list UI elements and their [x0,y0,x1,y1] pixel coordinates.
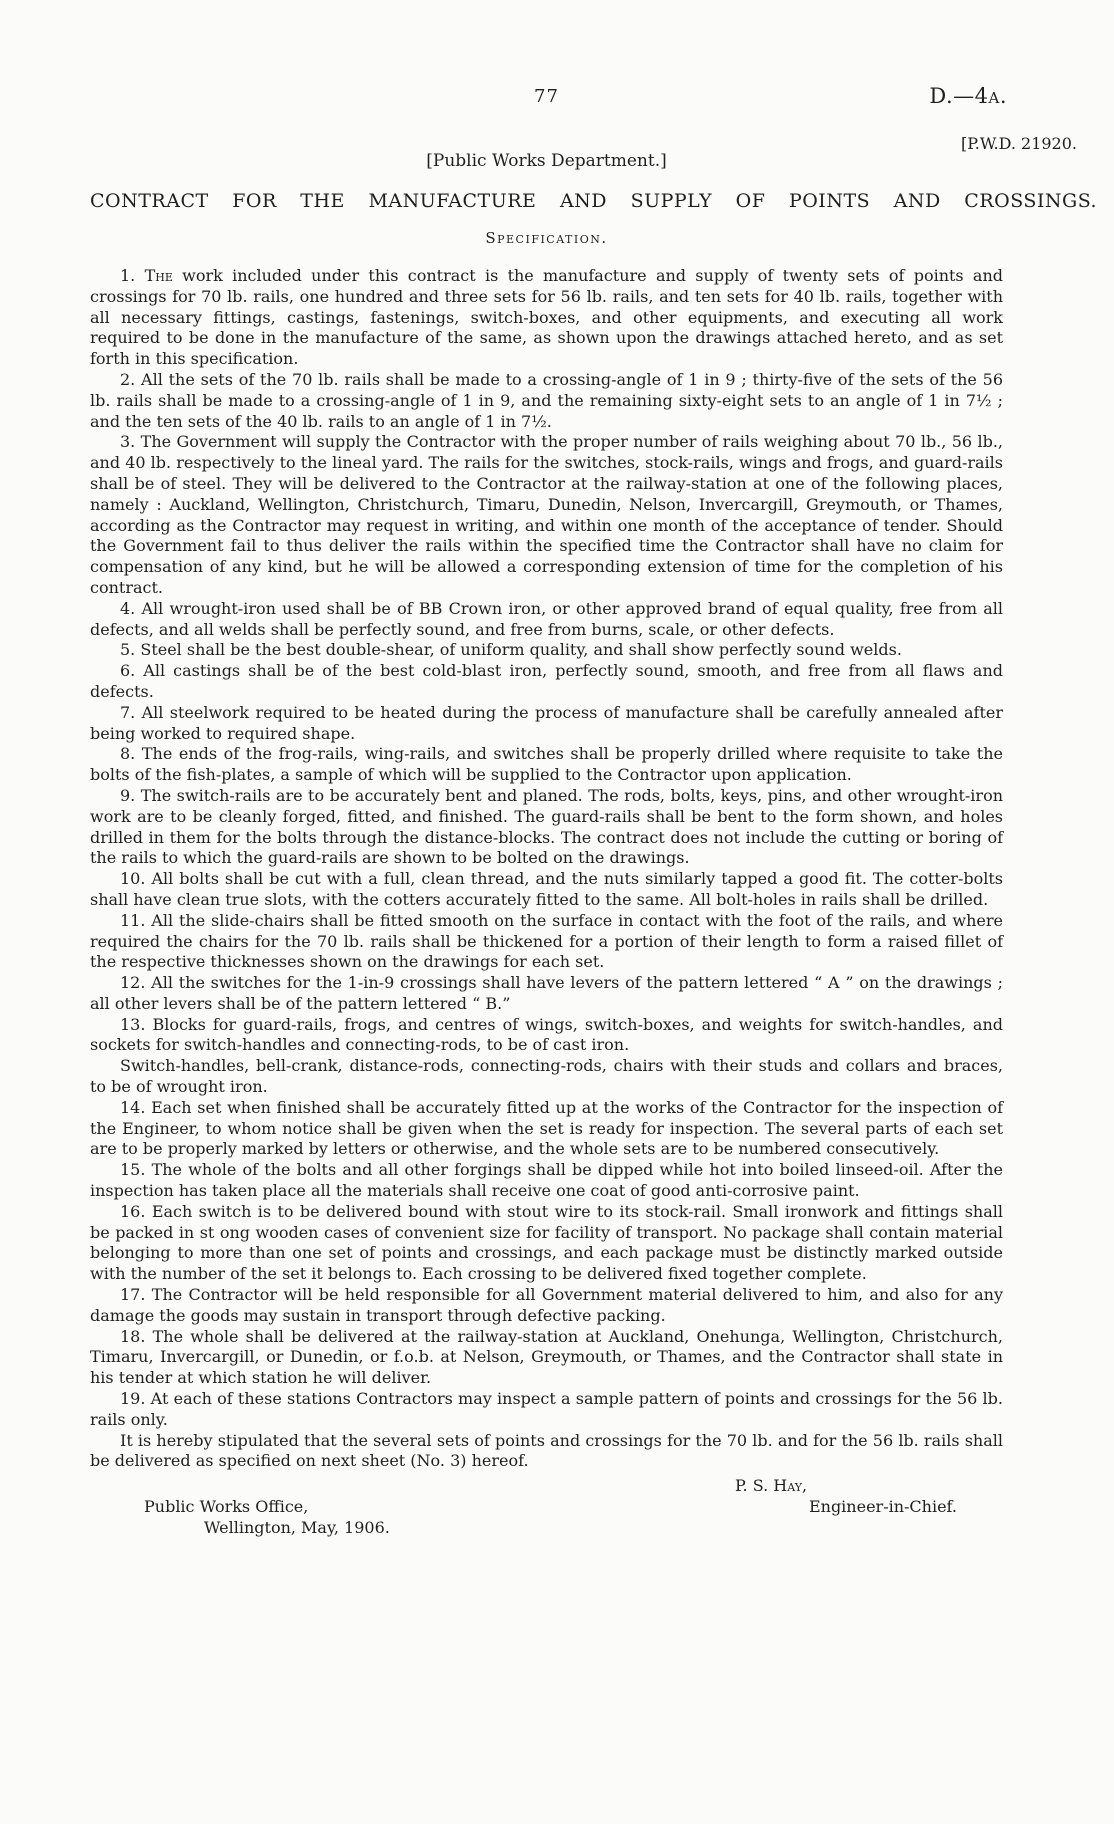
page-number: 77 [534,86,559,107]
signature-title: Engineer-in-Chief. [808,1497,957,1517]
department-line: [Public Works Department.] [426,151,667,171]
spec-paragraph: 11. All the slide-chairs shall be fitted smooth on the surface in contact with the foot of the rails, and where required the chairs for the 70 lb. rails shall be thickened for a portion of their length to form a raised fillet of the respective thicknesses shown on the drawings for each set. [90,910,1003,972]
spec-paragraph: 19. At each of these stations Contractors may inspect a sample pattern of points and crossings for the 56 lb. rails only. [90,1389,1003,1429]
signature-office: Public Works Office, [144,1497,309,1517]
spec-paragraph: 3. The Government will supply the Contractor with the proper number of rails weighing about 70 lb., 56 lb., and 40 lb. respectively to the lineal yard. The rails for the switches, stock-rails, wings and frogs, and guard-rails shall be of steel. They will be delivered to the Contractor at the railway-station at one of the following places, namely : Auckland, Wellington, Christchurch, Timaru, Dunedin, Nelson, Invercargill, Greymouth, or Thames, according as the Contractor may request in writing, and within one month of the acceptance of tender. Should the Government fail to thus deliver the rails within the specified time the Contractor shall have no claim for compensation of any kind, but he will be allowed a corresponding extension of time for the completion of his contract. [90,432,1003,597]
spec-paragraph: 18. The whole shall be delivered at the railway-station at Auckland, Onehunga, Wellington, Christchurch, Timaru, Invercargill, or Dunedin, or f.o.b. at Nelson, Greymouth, or Thames, and the Contractor shall state in his tender at which station he will deliver. [90,1326,1003,1388]
spec-paragraph: 9. The switch-rails are to be accurately bent and planed. The rods, bolts, keys, pins, and other wrought-iron work are to be cleanly forged, fitted, and finished. The guard-rails shall be bent to the form shown, and holes drilled in them for the bolts through the distance-blocks. The contract does not include the cutting or boring of the rails to which the guard-rails are shown to be bolted on the drawings. [90,785,1003,868]
spec-paragraph: 8. The ends of the frog-rails, wing-rails, and switches shall be properly drilled where requisite to take the bolts of the fish-plates, a sample of which will be supplied to the Contractor upon application. [90,744,1003,785]
spec-paragraph: It is hereby stipulated that the several sets of points and crossings for the 70 lb. and for the 56 lb. rails shall be delivered as specified on next sheet (No. 3) hereof. [90,1430,1003,1471]
spec-paragraph: 15. The whole of the bolts and all other forgings shall be dipped while hot into boiled linseed-oil. After the inspection has taken place all the materials shall receive one coat of good anti-corrosive paint. [90,1160,1003,1201]
specification-body [90,266,1003,1539]
doc-reference: D.—4a. [929,84,1007,108]
signature-name: P. S. Hay, [735,1476,808,1496]
spec-paragraph: 12. All the switches for the 1-in-9 crossings shall have levers of the pattern lettered “ A ” on the drawings ; all other levers shall be of the pattern lettered “ B.” [90,973,1003,1013]
spec-paragraph: 16. Each switch is to be delivered bound with stout wire to its stock-rail. Small ironwork and fittings shall be packed in st ong wooden cases of convenient size for facility of transport. No package shall contain material belonging to more than one set of points and crossings, and each package must be distinctly marked outside with the number of the set it belongs to. Each crossing to be delivered fixed together complete. [90,1201,1003,1284]
spec-paragraph: 13. Blocks for guard-rails, frogs, and centres of wings, switch-boxes, and weights for switch-handles, and sockets for switch-handles and connecting-rods, to be of cast iron. [90,1014,1003,1055]
paragraph-number: 1. [120,266,136,285]
spec-paragraph [90,266,1003,370]
section-heading: Specification. [485,229,608,247]
spec-paragraph: Switch-handles, bell-crank, distance-rods, connecting-rods, chairs with their studs and collars and braces, to be of wrought iron. [90,1056,1003,1097]
spec-paragraph: 7. All steelwork required to be heated during the process of manufacture shall be carefully annealed after being worked to required shape. [90,702,1003,743]
contract-title: CONTRACT FOR THE MANUFACTURE AND SUPPLY OF POINTS AND CROSSINGS. [90,190,1098,212]
spec-paragraph: 6. All castings shall be of the best cold-blast iron, perfectly sound, smooth, and free from all flaws and defects. [90,661,1003,701]
spec-paragraph: 2. All the sets of the 70 lb. rails shall be made to a crossing-angle of 1 in 9 ; thirty-five of the sets of the 56 lb. rails shall be made to a crossing-angle of 1 in 9, and the remaining sixty-eight sets to an angle of 1 in 7½ ; and the ten sets of the 40 lb. rails to an angle of 1 in 7½. [90,369,1003,431]
spec-paragraph: 17. The Contractor will be held responsible for all Government material delivered to him, and also for any damage the goods may sustain in transport through defective packing. [90,1285,1003,1325]
spec-paragraph: 4. All wrought-iron used shall be of BB Crown iron, or other approved brand of equal quality, free from all defects, and all welds shall be perfectly sound, and free from burns, scale, or other defects. [90,598,1003,639]
spec-paragraph: 5. Steel shall be the best double-shear, of uniform quality, and shall show perfectly sound welds. [120,640,902,660]
spec-paragraph: 14. Each set when finished shall be accurately fitted up at the works of the Contractor for the inspection of the Engineer, to whom notice shall be given when the set is ready for inspection. The several parts of each set are to be properly marked by letters or otherwise, and the whole sets are to be numbered consecutively. [90,1097,1003,1159]
spec-paragraph: 10. All bolts shall be cut with a full, clean thread, and the nuts similarly tapped a good fit. The cotter-bolts shall have clean true slots, with the cotters accurately fitted to the same. All bolt-holes in rails shall be drilled. [90,869,1003,909]
paragraph-text: work included under this contract is the manufacture and supply of twenty sets of points and crossings for 70 lb. rails, one hundred and three sets for 56 lb. rails, and ten sets for 40 lb. rails, together with all necessary fittings, castings, fastenings, switch-boxes, and other equipments, and executing all work required to be done in the manufacture of the same, as shown upon the drawings attached hereto, and as set forth in this specification. [90,266,1004,369]
paragraph-lead: The [144,266,173,285]
file-reference: [P.W.D. 21920. [961,134,1077,153]
signature-date: Wellington, May, 1906. [204,1517,390,1537]
